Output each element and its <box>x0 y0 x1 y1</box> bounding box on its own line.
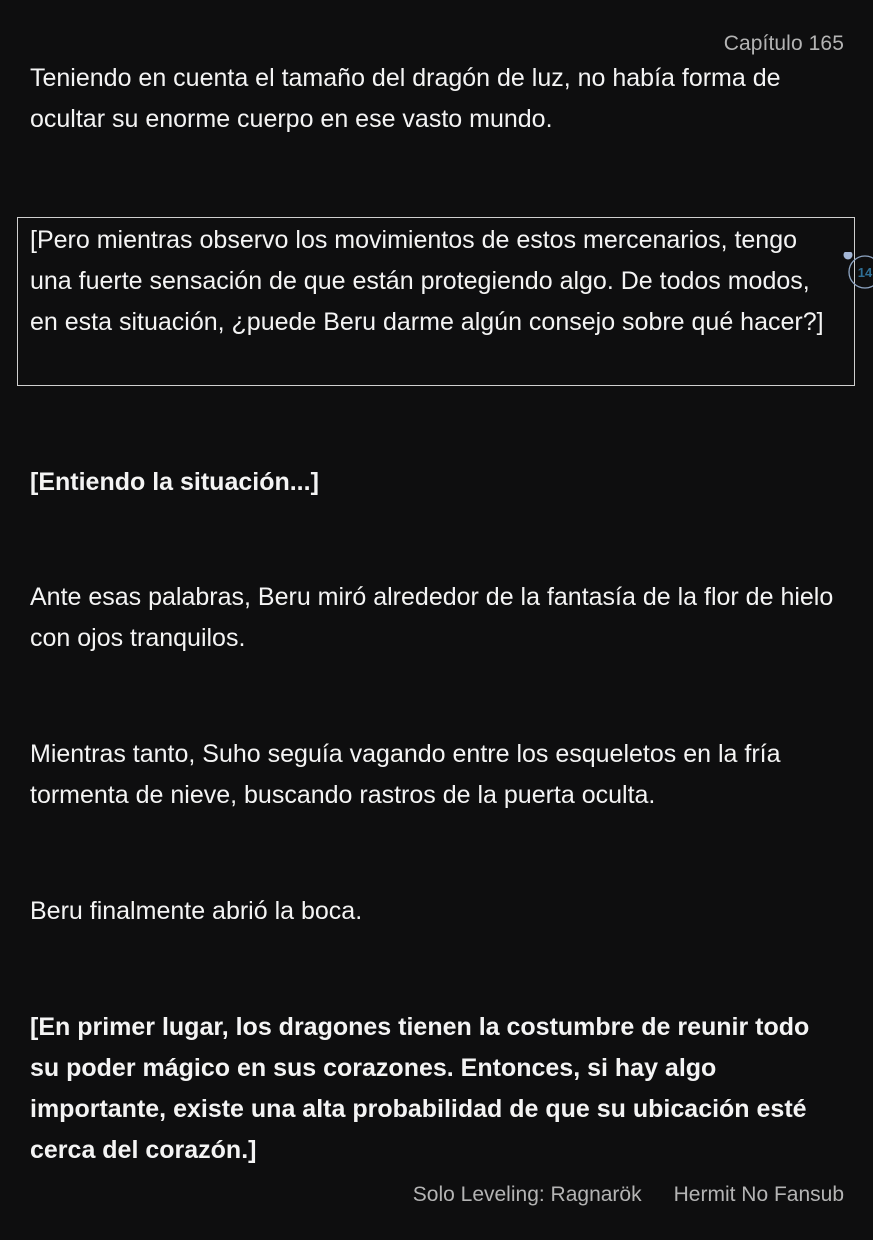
page-marker-number: 14 <box>857 265 873 280</box>
group-name: Hermit No Fansub <box>673 1183 844 1206</box>
footer <box>413 1183 844 1207</box>
page-marker[interactable] <box>839 252 873 292</box>
paragraph-narration-3: Mientras tanto, Suho seguía vagando entre los esqueletos en la fría tormenta de nieve, buscando rastros de la puerta oculta. <box>30 740 781 809</box>
series-title: Solo Leveling: Ragnarök <box>412 1183 642 1206</box>
paragraph-dialogue-dragons: [En primer lugar, los dragones tienen la costumbre de reunir todo su poder mágico en sus corazones. Entonces, si hay algo importante, existe una alta probabilidad de que su ubicación esté cerca del corazón.] <box>30 1013 810 1164</box>
chapter-label: Capítulo 165 <box>723 32 844 55</box>
paragraph-narration-1: Teniendo en cuenta el tamaño del dragón de luz, no había forma de ocultar su enorme cuerpo en ese vasto mundo. <box>30 64 781 133</box>
paragraph-narration-4: Beru finalmente abrió la boca. <box>30 897 363 925</box>
page-marker-ring-icon <box>839 252 873 292</box>
paragraph-dialogue-understand: [Entiendo la situación...] <box>30 468 319 496</box>
system-message-box <box>17 217 855 386</box>
system-message-text: [Pero mientras observo los movimientos de estos mercenarios, tengo una fuerte sensación de que están protegiendo algo. De todos modos, en esta situación, ¿puede Beru darme algún consejo sobre qué hacer?] <box>30 226 824 336</box>
paragraph-narration-2: Ante esas palabras, Beru miró alrededor de la fantasía de la flor de hielo con ojos tranquilos. <box>30 583 834 652</box>
